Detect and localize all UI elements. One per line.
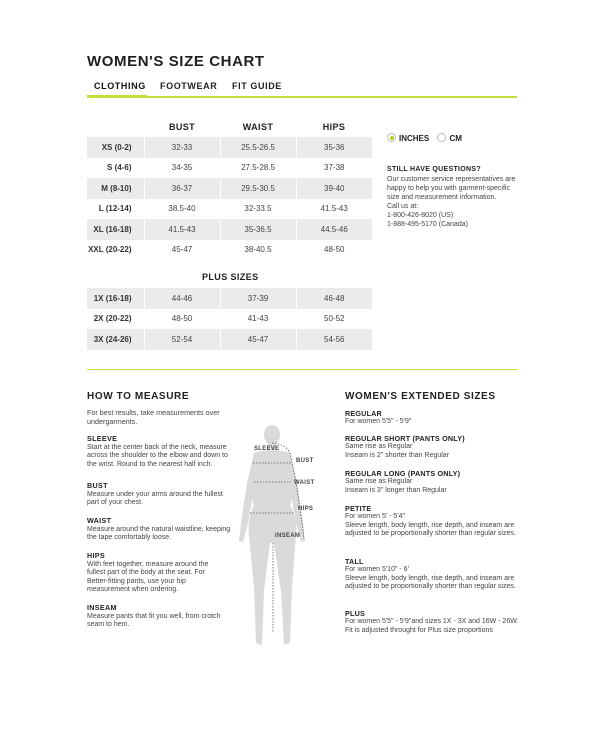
extended-heading: REGULAR LONG (PANTS ONLY) [345,469,461,478]
waist-cell: 27.5-28.5 [220,158,296,179]
extended-regular-long [345,470,520,495]
body-figure [232,423,332,663]
size-label: 2X (20-22) [93,314,132,324]
table-row [87,178,372,199]
bust-cell: 32-33 [144,137,220,158]
size-table [87,117,372,260]
measure-inseam [87,604,227,630]
size-label: 1X (16-18) [87,288,144,309]
inches-option[interactable] [387,134,429,143]
extended-plus [345,610,520,635]
tab-fit-guide[interactable]: FIT GUIDE [232,81,282,91]
size-label: XS (0-2) [87,137,144,158]
hips-cell: 39-40 [296,178,372,199]
inches-label: INCHES [399,134,430,143]
size-label: M (8-10) [87,178,144,199]
questions-panel [387,165,517,229]
extended-line: Sleeve length, body length, rise depth, and inseam are adjusted to be proportionally shorter than regular sizes. [345,574,516,591]
extended-heading: TALL [345,557,364,566]
waist-cell: 38-40.5 [220,240,296,261]
figure-label-sleeve: SLEEVE [254,446,280,452]
figure-label-inseam: INSEAM [275,533,301,539]
extended-line: Sleeve length, body length, rise depth, and inseam are adjusted to be proportionally shorter than regular sizes. [345,521,516,538]
figure-label-bust: BUST [296,458,314,464]
phone-canada[interactable]: 1-888-495-5170 (Canada) [387,221,468,228]
bust-cell: 52-54 [144,329,220,350]
measure-heading: INSEAM [87,603,117,612]
tab-divider [87,96,517,98]
table-row [87,288,372,309]
figure-label-waist: WAIST [294,480,315,486]
phone-us[interactable]: 1-800-426-8020 (US) [387,212,454,219]
table-row [87,219,372,240]
header-size [87,117,144,137]
hips-cell: 44.5-46 [296,219,372,240]
bust-cell: 34-35 [144,158,220,179]
bust-cell: 36-37 [144,178,220,199]
extended-heading: REGULAR SHORT (PANTS ONLY) [345,434,465,443]
waist-cell: 41-43 [220,309,296,330]
hips-cell: 37-38 [296,158,372,179]
size-label: XL (16-18) [87,219,144,240]
plus-size-table [87,288,372,350]
extended-line: Same rise as Regular [345,443,413,451]
tab-clothing[interactable]: CLOTHING [94,81,146,91]
extended-line: Inseam is 3" longer than Regular [345,486,447,494]
table-row [87,309,372,330]
hips-cell: 46-48 [296,288,372,309]
hips-cell: 35-36 [296,137,372,158]
waist-cell: 35-36.5 [220,219,296,240]
table-row [87,240,372,261]
hips-cell: 48-50 [296,240,372,261]
figure-label-hips: HIPS [298,506,314,512]
measure-bust [87,482,227,508]
bust-cell: 44-46 [144,288,220,309]
cm-label: CM [449,134,462,143]
size-label: L (12-14) [98,204,132,214]
measure-text: With feet together, measure around the fullest part of the body at the seat. For Better-fitting pants, use your hip measurement when ordering. [87,560,209,594]
questions-body: Our customer service representatives are happy to help you with garment-specific size and measurement information. [387,176,516,201]
bust-cell: 48-50 [144,309,220,330]
waist-cell: 45-47 [220,329,296,350]
bust-cell: 41.5-43 [144,219,220,240]
hips-cell: 50-52 [296,309,372,330]
measure-text: Measure around the natural waistline, keeping the tape comfortably loose. [87,525,231,542]
extended-line: Same rise as Regular [345,478,413,486]
questions-call: Call us at: [387,203,419,210]
header-waist: WAIST [242,122,274,132]
body-silhouette-icon [232,423,332,663]
extended-heading: PLUS [345,609,365,618]
extended-heading: REGULAR [345,409,382,418]
cm-option[interactable] [437,134,461,143]
plus-sizes-title: PLUS SIZES [202,272,259,282]
measure-sleeve [87,435,237,469]
size-label: XXL (20-22) [88,245,132,255]
extended-tall [345,558,520,592]
extended-line: For women 5'10" - 6' [345,566,409,574]
waist-cell: 37-39 [220,288,296,309]
tab-footwear[interactable]: FOOTWEAR [160,81,218,91]
active-tab-indicator [87,95,147,98]
extended-sizes-title: WOMEN'S EXTENDED SIZES [345,391,496,402]
table-row [87,199,372,220]
measure-heading: WAIST [87,516,112,525]
size-table-header [87,117,372,137]
measure-heading: BUST [87,481,108,490]
size-label: 3X (24-26) [87,329,144,350]
extended-line: For women 5' - 5'4" [345,513,406,521]
header-hips: HIPS [322,122,346,132]
extended-petite [345,505,520,539]
waist-cell: 32-33.5 [220,199,296,220]
measure-waist [87,517,237,543]
page-title: WOMEN'S SIZE CHART [87,53,265,70]
hips-cell: 41.5-43 [296,199,372,220]
questions-title: STILL HAVE QUESTIONS? [387,166,481,173]
extended-line: Inseam is 2" shorter than Regular [345,451,450,459]
measure-heading: HIPS [87,551,105,560]
extended-heading: PETITE [345,504,372,513]
extended-regular-short [345,435,520,460]
measure-text: Start at the center back of the neck, measure across the shoulder to the elbow and down to the wrist. Round to the nearest half inch. [87,443,228,468]
section-divider [87,369,517,370]
measure-text: Measure under your arms around the fullest part of your chest. [87,490,223,507]
bust-cell: 45-47 [144,240,220,261]
measure-hips [87,552,227,595]
bust-cell: 38.5-40 [144,199,220,220]
extended-line: For women 5'5" - 5'9"and sizes 1X - 3X and 16W - 26W. [345,618,519,626]
how-to-measure-intro: For best results, take measurements over undergarments. [87,408,220,426]
unit-toggle [387,133,462,143]
hips-cell: 54-56 [296,329,372,350]
table-row [87,158,372,179]
extended-regular [345,410,520,427]
size-label: S (4-6) [107,163,132,173]
extended-line: For women 5'5" - 5'9" [345,418,412,426]
measure-text: Measure pants that fit you well, from crotch seam to hem. [87,612,221,629]
waist-cell: 29.5-30.5 [220,178,296,199]
header-bust: BUST [168,122,196,132]
extended-line: Fit is adjusted throught for Plus size proportions [345,626,493,634]
inches-radio[interactable] [387,133,396,142]
table-row [87,329,372,350]
table-row [87,137,372,158]
waist-cell: 25.5-26.5 [220,137,296,158]
measure-heading: SLEEVE [87,434,118,443]
cm-radio[interactable] [437,133,446,142]
how-to-measure-title: HOW TO MEASURE [87,391,190,402]
